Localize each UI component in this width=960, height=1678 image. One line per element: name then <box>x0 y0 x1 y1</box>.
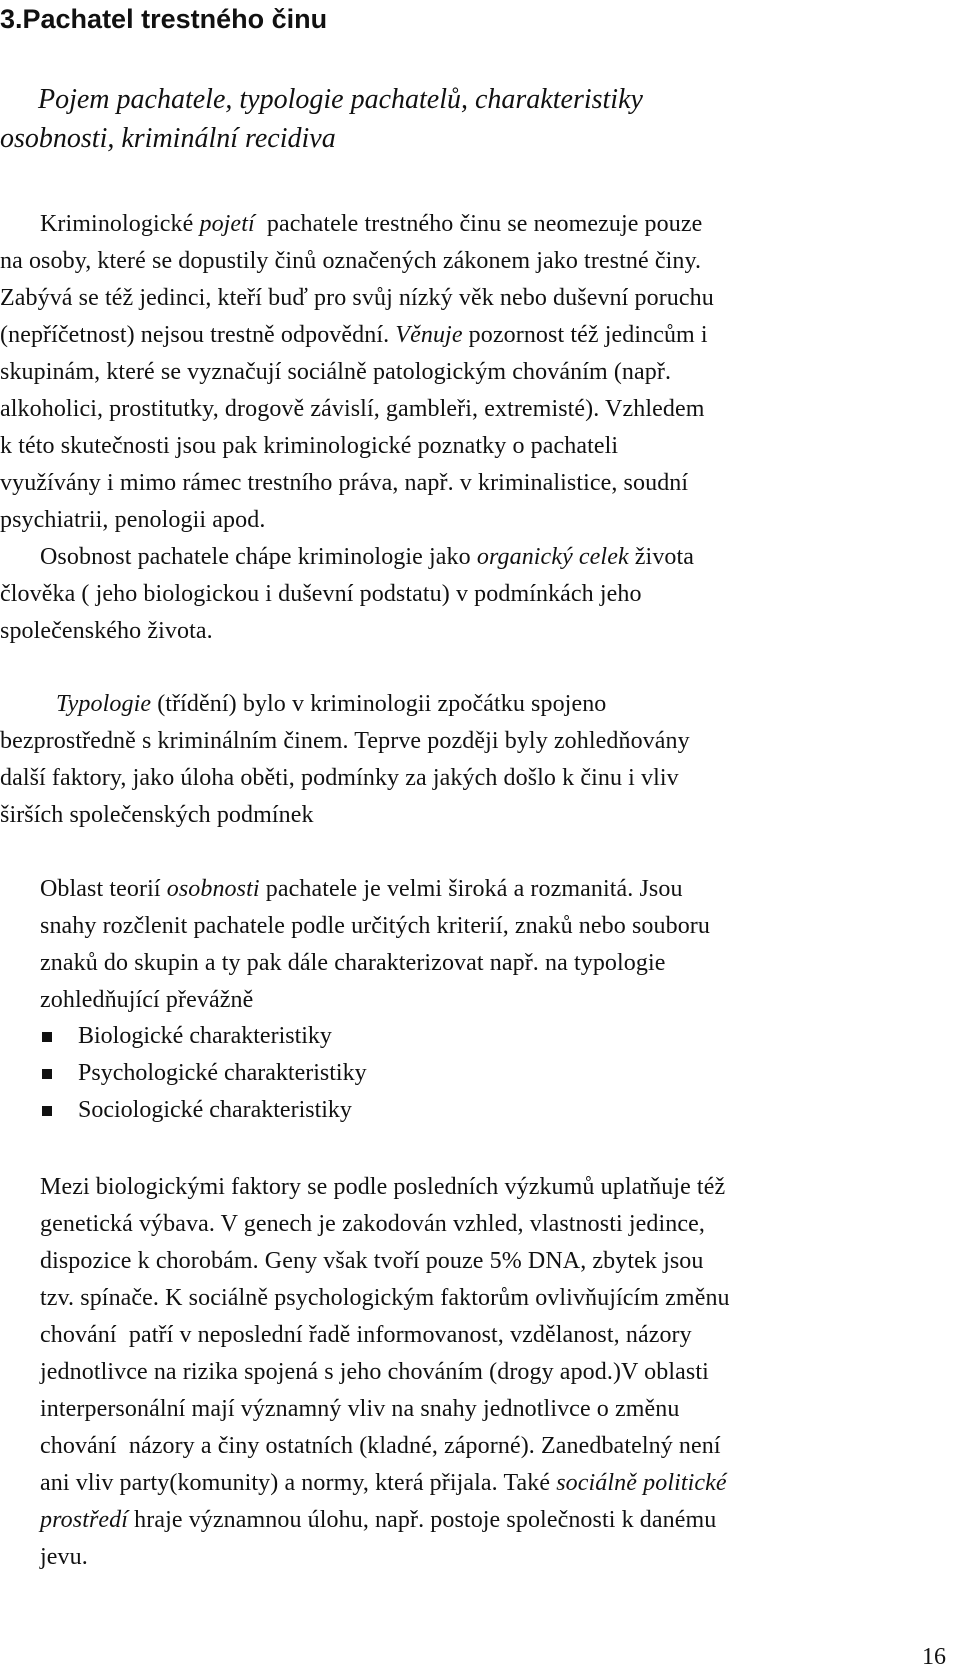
square-bullet-icon <box>42 1032 52 1042</box>
text-run: Oblast teorií <box>40 876 167 902</box>
emphasis-text: Typologie <box>56 691 152 717</box>
text-line: společenského života. <box>0 618 213 644</box>
text-line <box>40 1465 730 1502</box>
text-line: na osoby, které se dopustily činů označených zákonem jako trestné činy. <box>0 248 702 274</box>
text-run: života <box>628 544 695 570</box>
text-line: jevu. <box>40 1544 88 1570</box>
emphasis-text: sociálně politické <box>556 1470 727 1496</box>
list-item <box>40 1055 367 1092</box>
page-number: 16 <box>922 1644 946 1670</box>
list-item <box>40 1018 367 1055</box>
emphasis-text: osobnosti <box>166 876 260 902</box>
paragraph-typology <box>0 686 690 834</box>
text-line: snahy rozčlenit pachatele podle určitých kriterií, znaků nebo souboru <box>40 913 710 939</box>
text-run: pozornost též jedincům i <box>462 322 708 348</box>
text-line: genetická výbava. V genech je zakodován vzhled, vlastnosti jedince, <box>40 1211 705 1237</box>
text-line: interpersonální mají významný vliv na snahy jednotlivce o změnu <box>40 1396 680 1422</box>
text-line: jednotlivce na rizika spojená s jeho chováním (drogy apod.)V oblasti <box>40 1359 709 1385</box>
text-run: (nepříčetnost) nejsou trestně odpovědní. <box>0 322 390 348</box>
text-run: pachatele trestného činu se neomezuje pouze <box>254 211 703 237</box>
text-line <box>0 686 690 723</box>
paragraph-biological-factors <box>40 1169 730 1576</box>
emphasis-text: organický celek <box>476 544 629 570</box>
text-line: k této skutečnosti jsou pak kriminologické poznatky o pachateli <box>0 433 619 459</box>
emphasis-text: pojetí <box>199 211 255 237</box>
list-item-label: Biologické charakteristiky <box>78 1023 332 1049</box>
emphasis-text: Věnuje <box>395 322 463 348</box>
text-line: psychiatrii, penologii apod. <box>0 507 266 533</box>
text-line: znaků do skupin a ty pak dále charakterizovat např. na typologie <box>40 950 666 976</box>
text-run: hraje významnou úlohu, např. postoje společnosti k danému <box>128 1507 717 1533</box>
list-item-label: Sociologické charakteristiky <box>78 1097 352 1123</box>
square-bullet-icon <box>42 1069 52 1079</box>
emphasis-text: prostředí <box>40 1507 129 1533</box>
text-line: bezprostředně s kriminálním činem. Teprve později byly zohledňovány <box>0 728 690 754</box>
text-line: další faktory, jako úloha oběti, podmínky za jakých došlo k činu i vliv <box>0 765 679 791</box>
text-run: pachatele je velmi široká a rozmanitá. Jsou <box>259 876 683 902</box>
text-line: alkoholici, prostitutky, drogově závislí, gambleři, extremisté). Vzhledem <box>0 396 705 422</box>
subtitle-line: osobnosti, kriminální recidiva <box>0 123 336 154</box>
square-bullet-icon <box>42 1106 52 1116</box>
text-line: člověka ( jeho biologickou i duševní podstatu) v podmínkách jeho <box>0 581 642 607</box>
list-item <box>40 1092 367 1129</box>
text-line <box>0 539 714 576</box>
chapter-subtitle <box>0 80 900 158</box>
text-run: (třídění) bylo v kriminologii zpočátku spojeno <box>151 691 607 717</box>
text-line: dispozice k chorobám. Geny však tvoří pouze 5% DNA, zbytek jsou <box>40 1248 704 1274</box>
text-line <box>40 871 710 908</box>
text-line: zohledňující převážně <box>40 987 254 1013</box>
text-run: ani vliv party(komunity) a normy, která přijala. Také <box>40 1470 557 1496</box>
text-run: Osobnost pachatele chápe kriminologie jako <box>40 544 477 570</box>
paragraph-criminological-concept <box>0 206 714 650</box>
paragraph-personality-theories <box>40 871 710 1019</box>
text-line: skupinám, které se vyznačují sociálně patologickým chováním (např. <box>0 359 672 385</box>
text-line: chování názory a činy ostatních (kladné, záporné). Zanedbatelný není <box>40 1433 721 1459</box>
list-item-label: Psychologické charakteristiky <box>78 1060 367 1086</box>
text-line <box>40 1502 730 1539</box>
characteristics-list <box>40 1018 367 1129</box>
chapter-heading: 3.Pachatel trestného činu <box>0 4 328 34</box>
text-line <box>0 317 714 354</box>
text-line: Zabývá se též jedinci, kteří buď pro svůj nízký věk nebo duševní poruchu <box>0 285 714 311</box>
text-line: využívány i mimo rámec trestního práva, např. v kriminalistice, soudní <box>0 470 689 496</box>
text-line: širších společenských podmínek <box>0 802 314 828</box>
text-line: tzv. spínače. K sociálně psychologickým faktorům ovlivňujícím změnu <box>40 1285 730 1311</box>
text-line: Mezi biologickými faktory se podle posledních výzkumů uplatňuje též <box>40 1174 726 1200</box>
text-line: chování patří v neposlední řadě informovanost, vzdělanost, názory <box>40 1322 692 1348</box>
subtitle-line: Pojem pachatele, typologie pachatelů, charakteristiky <box>38 84 643 115</box>
text-line <box>0 206 714 243</box>
text-run: Kriminologické <box>40 211 200 237</box>
